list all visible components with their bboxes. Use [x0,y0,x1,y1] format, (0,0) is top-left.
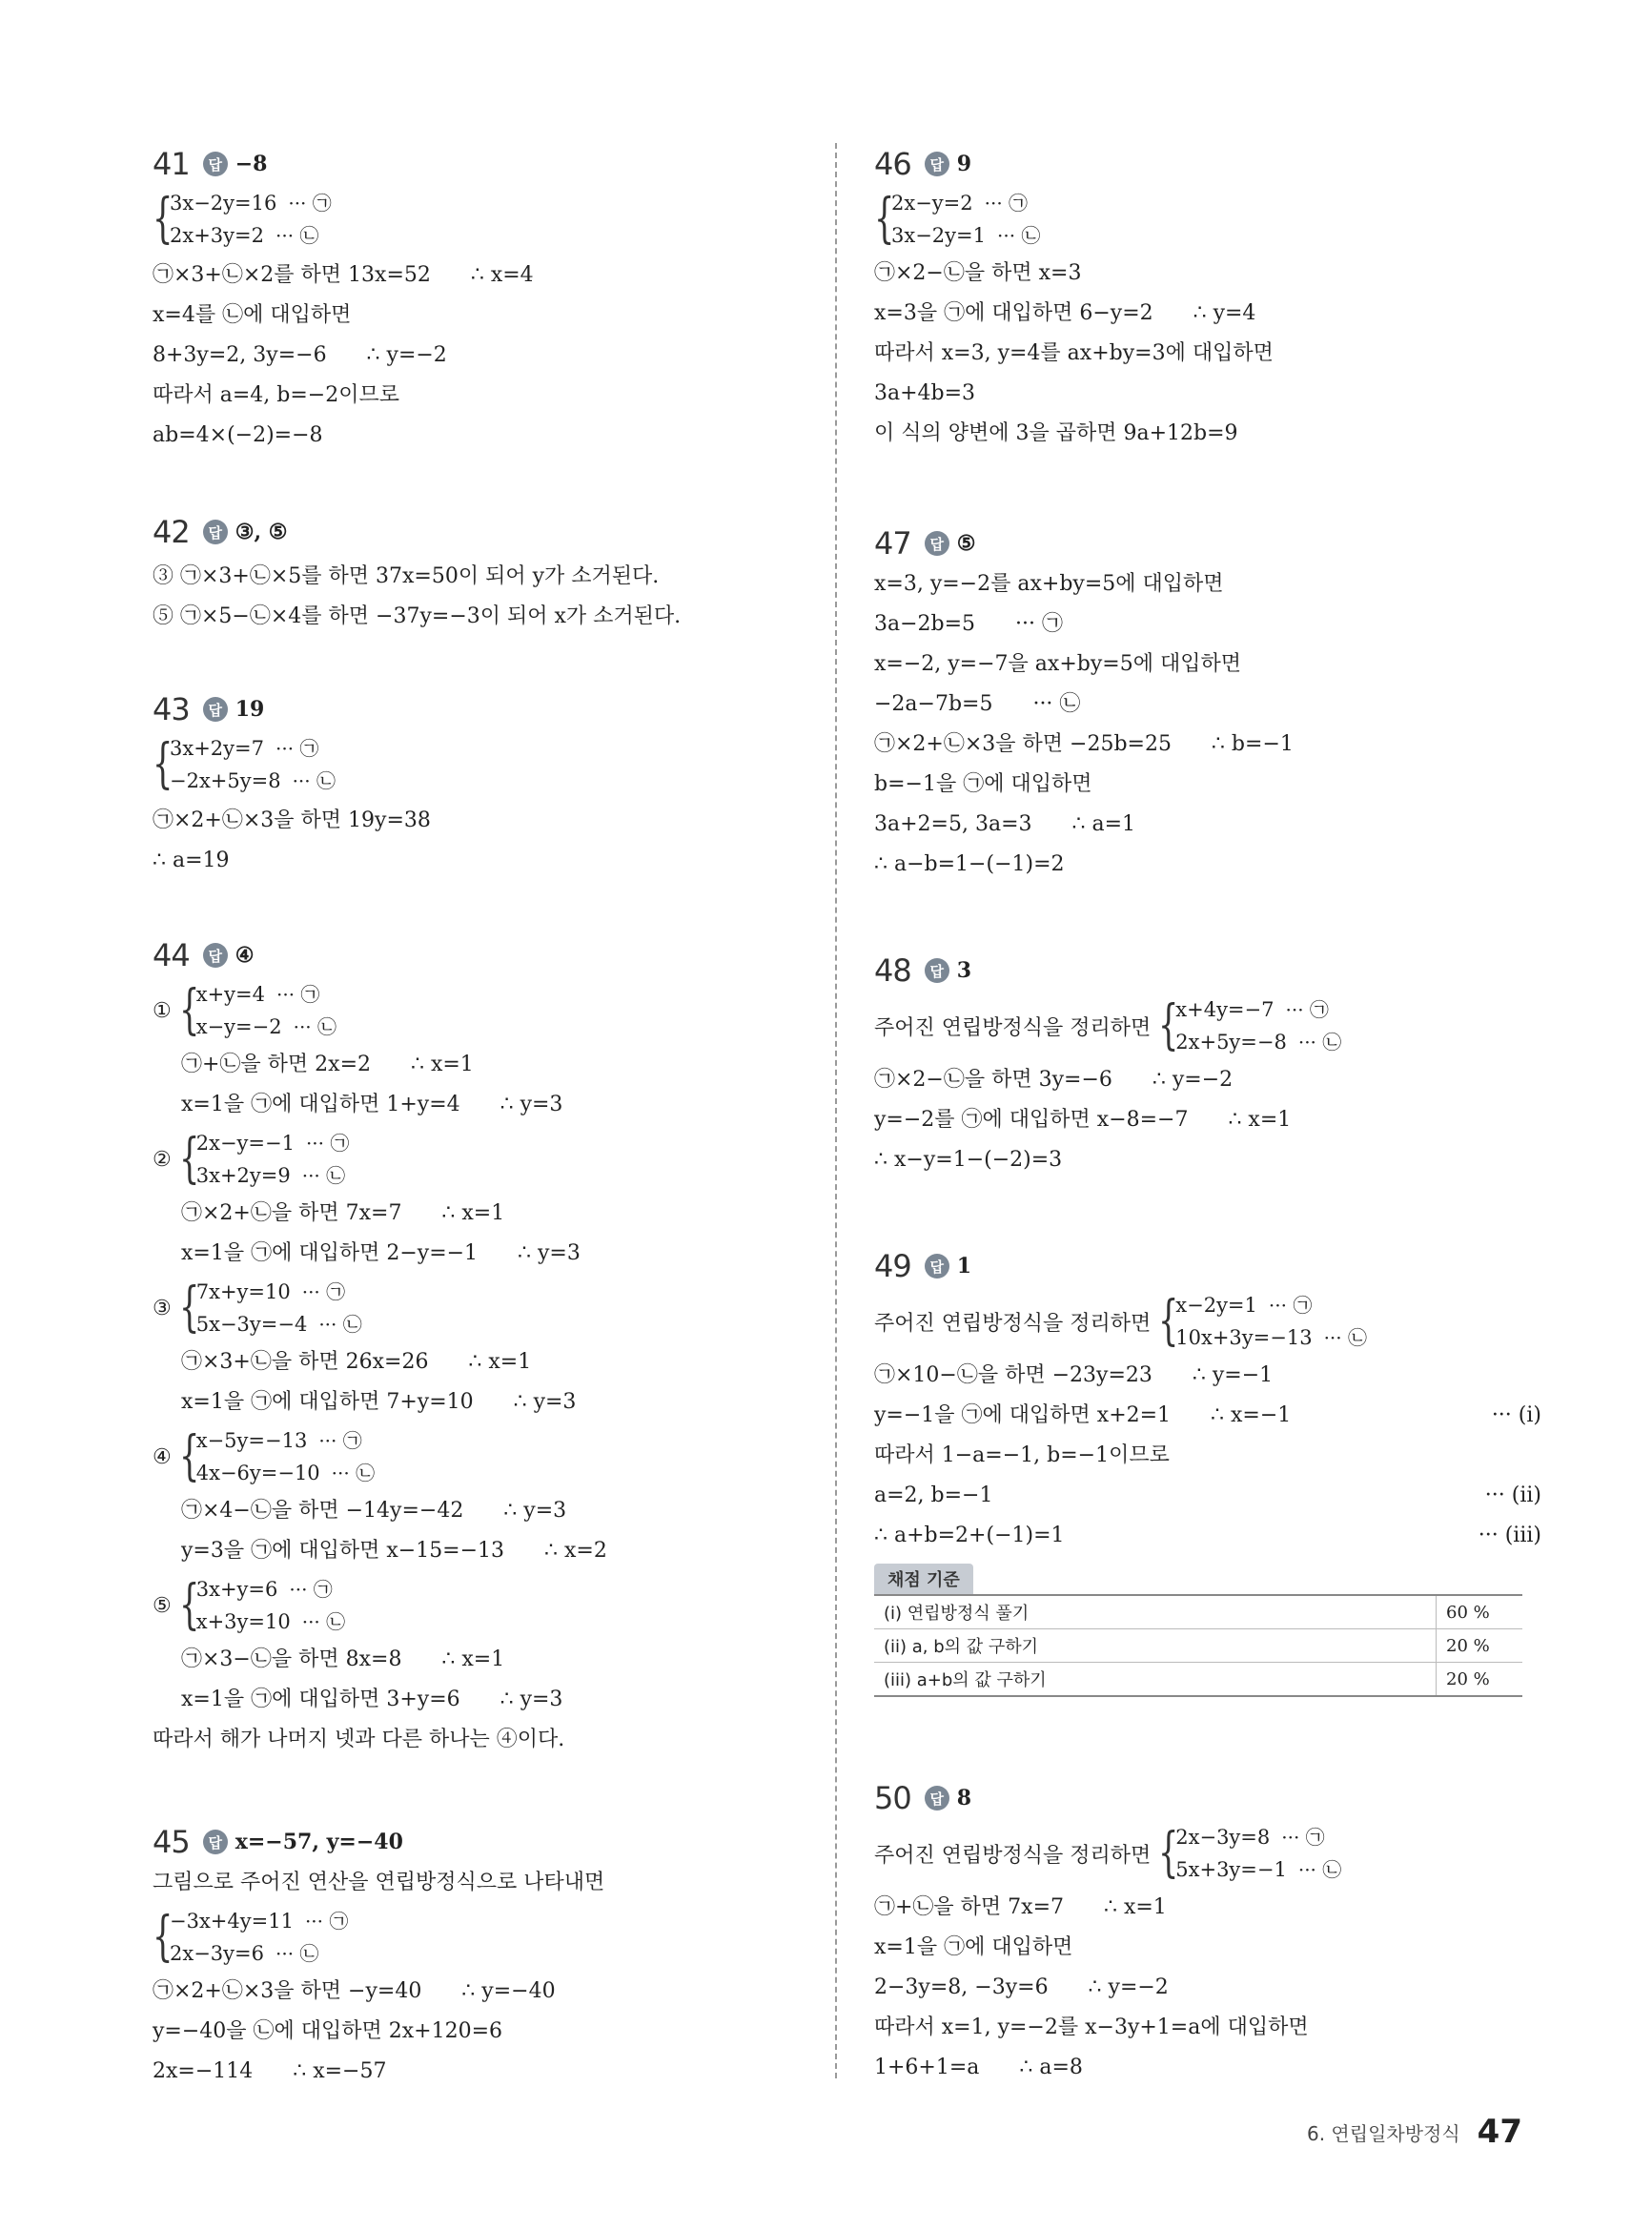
solution-line: y=3을 ㉠에 대입하면 x−15=−13 ∴ x=2 [181,1539,607,1563]
equation: 2x−y=2 [891,192,973,215]
solution-line: x=1을 ㉠에 대입하면 7+y=10 ∴ y=3 [181,1390,577,1414]
chapter-title: 6. 연립일차방정식 [1306,2121,1460,2145]
problem-header [153,143,820,185]
solution-line: x=−2, y=−7을 ax+by=5에 대입하면 [874,652,1241,676]
problem-number: 41 [153,146,190,182]
answer-badge: 답 [925,1786,949,1811]
answer-badge: 답 [203,520,228,544]
brace: { [178,1277,200,1339]
scoring-criteria [874,1564,1522,1697]
problem-number: 44 [153,937,190,973]
equation: −3x+4y=11 [170,1910,294,1933]
choice-3-system [153,1276,820,1340]
equation: x−5y=−13 [195,1429,308,1452]
answer: 19 [235,697,265,722]
equation-tag: ··· ㉡ [996,224,1041,247]
answer: 8 [956,1786,972,1811]
problem-48 [874,950,1541,1180]
solution-line: b=−1을 ㉠에 대입하면 [874,772,1092,796]
choice-mark: ① [153,998,172,1023]
equation: 3x+2y=9 [195,1164,291,1187]
choice-2-system [153,1127,820,1192]
solution-line: 2−3y=8, −3y=6 ∴ y=−2 [874,1975,1169,1999]
brace: { [1158,1290,1179,1352]
brace: { [178,1128,200,1190]
solution-line: ∴ a−b=1−(−1)=2 [874,852,1065,876]
problem-number: 43 [153,691,190,727]
equation-system [153,187,820,252]
solution-line: 3a−2b=5 ··· ㉠ [874,612,1063,636]
equation: 3x+2y=7 [170,737,264,760]
solution-line: ㉠×2+㉡×3을 하면 19y=38 [153,808,431,832]
system-prefix: 주어진 연립방정식을 정리하면 [874,1015,1152,1040]
answer: 9 [956,152,972,176]
equation-system [874,187,1541,252]
equation-tag: ··· ㉠ [289,1578,333,1601]
solution-line: 따라서 a=4, b=−2이므로 [153,383,399,407]
page-footer [1307,2113,1522,2151]
equation: 2x+3y=2 [170,224,264,247]
solution-text: y=−1을 ㉠에 대입하면 x+2=1 ∴ x=−1 [874,1403,1292,1427]
problem-49 [874,1245,1541,1697]
equation: 4x−6y=−10 [195,1462,320,1484]
solution-line: 따라서 1−a=−1, b=−1이므로 [874,1443,1170,1467]
equation: 7x+y=10 [195,1280,291,1303]
answer: ⑤ [956,531,976,556]
equation-tag: ··· ㉠ [288,192,332,215]
equation-system [874,1289,1541,1354]
equation-tag: ··· ㉠ [276,983,320,1006]
answer-badge: 답 [925,531,949,556]
choice-1-system [153,978,820,1043]
equation-tag: ··· ㉠ [1281,1826,1325,1849]
answer-badge: 답 [925,152,949,176]
solution-line: ∴ a=19 [153,849,230,872]
solution-line-marked [874,1516,1541,1556]
problem-45 [153,1821,820,2092]
equation: 10x+3y=−13 [1175,1326,1313,1349]
solution-line: ㉠×2+㉡을 하면 7x=7 ∴ x=1 [181,1201,505,1225]
solution-line: 따라서 x=1, y=−2를 x−3y+1=a에 대입하면 [874,2015,1309,2039]
brace: { [178,1425,200,1487]
equation-tag: ··· ㉡ [301,1610,346,1633]
choice-4-system [153,1424,820,1489]
problem-number: 48 [874,952,911,989]
solution-line-marked [874,1396,1541,1436]
solution-line: 2x=−114 ∴ x=−57 [153,2059,387,2083]
solution-line: 8+3y=2, 3y=−6 ∴ y=−2 [153,343,447,367]
equation-system [153,1905,820,1970]
solution-line: ㉠×2+㉡×3을 하면 −25b=25 ∴ b=−1 [874,732,1294,756]
problem-47 [874,522,1541,885]
equation: x+4y=−7 [1175,998,1275,1021]
solution-line: 이 식의 양변에 3을 곱하면 9a+12b=9 [874,421,1238,445]
problem-43 [153,688,820,881]
equation-tag: ··· ㉠ [318,1429,362,1452]
column-divider [835,143,837,2078]
criteria-label: (iii) a+b의 값 구하기 [874,1663,1437,1697]
equation: 3x+y=6 [195,1578,278,1601]
equation: 2x−3y=8 [1175,1826,1271,1849]
solution-line: x=1을 ㉠에 대입하면 [874,1935,1073,1959]
system-prefix: 주어진 연립방정식을 정리하면 [874,1843,1152,1868]
step-marker: ··· (i) [1491,1403,1541,1427]
answer: 1 [956,1254,972,1279]
criteria-percent: 60 % [1437,1595,1523,1629]
equation-system [153,732,820,797]
solution-line: ⑤ ㉠×5−㉡×4를 하면 −37y=−3이 되어 x가 소거된다. [153,604,682,628]
equation: 2x−3y=6 [170,1942,264,1965]
equation: −2x+5y=8 [170,769,281,792]
solution-line: ㉠×2−㉡을 하면 3y=−6 ∴ y=−2 [874,1068,1234,1092]
solution-line: x=3, y=−2를 ax+by=5에 대입하면 [874,572,1224,596]
equation-tag: ··· ㉡ [318,1313,362,1336]
equation: x+3y=10 [195,1610,291,1633]
equation-tag: ··· ㉠ [275,737,319,760]
equation-tag: ··· ㉡ [1323,1326,1368,1349]
answer: 3 [956,958,972,983]
problem-42 [153,511,820,637]
problem-46 [874,143,1541,454]
criteria-label: (ii) a, b의 값 구하기 [874,1629,1437,1663]
solution-line: ㉠×3−㉡을 하면 8x=8 ∴ x=1 [181,1647,505,1671]
solution-line-marked [874,1476,1541,1516]
equation-tag: ··· ㉡ [293,1015,337,1038]
brace: { [874,188,895,250]
problem-44 [153,934,820,1760]
equation-tag: ··· ㉠ [304,1910,349,1933]
answer-badge: 답 [925,1254,949,1279]
problem-number: 46 [874,146,911,182]
table-row [874,1629,1522,1663]
solution-line: −2a−7b=5 ··· ㉡ [874,692,1081,716]
equation-tag: ··· ㉠ [1268,1294,1313,1317]
solution-line: ㉠+㉡을 하면 7x=7 ∴ x=1 [874,1895,1167,1919]
problem-number: 47 [874,525,911,562]
solution-line: x=1을 ㉠에 대입하면 3+y=6 ∴ y=3 [181,1688,563,1711]
equation-tag: ··· ㉠ [301,1280,346,1303]
answer: ③, ⑤ [235,520,288,544]
equation-tag: ··· ㉡ [275,1942,319,1965]
solution-line: y=−2를 ㉠에 대입하면 x−8=−7 ∴ x=1 [874,1108,1292,1132]
answer-badge: 답 [925,958,949,983]
solution-line: ㉠×3+㉡×2를 하면 13x=52 ∴ x=4 [153,263,534,287]
brace: { [153,1906,173,1968]
solution-line: ∴ x−y=1−(−2)=3 [874,1148,1063,1172]
solution-line: ㉠×2+㉡×3을 하면 −y=40 ∴ y=−40 [153,1979,556,2003]
equation-tag: ··· ㉡ [1297,1031,1342,1054]
scoring-table [874,1594,1522,1697]
answer: x=−57, y=−40 [235,1830,403,1854]
brace: { [1158,994,1179,1056]
brace: { [178,1574,200,1636]
equation: 3x−2y=16 [170,192,277,215]
equation-tag: ··· ㉠ [984,192,1029,215]
equation: 2x+5y=−8 [1175,1031,1287,1054]
conclusion-line: 따라서 해가 나머지 넷과 다른 하나는 ④이다. [153,1728,565,1751]
solution-line: x=4를 ㉡에 대입하면 [153,303,352,327]
problem-number: 50 [874,1780,911,1816]
answer: ④ [235,943,255,968]
answer-badge: 답 [203,1830,228,1854]
step-marker: ··· (ii) [1484,1483,1541,1507]
answer: −8 [235,152,268,176]
problem-number: 45 [153,1824,190,1860]
choice-mark: ③ [153,1296,172,1320]
answer-badge: 답 [203,152,228,176]
brace: { [153,188,173,250]
solution-line: 따라서 x=3, y=4를 ax+by=3에 대입하면 [874,341,1274,365]
solution-text: ∴ a+b=2+(−1)=1 [874,1524,1065,1547]
choice-mark: ⑤ [153,1593,172,1618]
answer-badge: 답 [203,697,228,722]
problem-number: 49 [874,1248,911,1284]
intro-line: 그림으로 주어진 연산을 연립방정식으로 나타내면 [153,1871,605,1894]
equation: 3x−2y=1 [891,224,986,247]
equation: 5x+3y=−1 [1175,1858,1287,1881]
problem-41 [153,143,820,456]
equation-tag: ··· ㉡ [301,1164,346,1187]
equation-system [874,993,1541,1058]
equation-system [874,1821,1541,1886]
solution-line: ab=4×(−2)=−8 [153,423,323,447]
choice-mark: ④ [153,1444,172,1469]
solution-line: x=1을 ㉠에 대입하면 1+y=4 ∴ y=3 [181,1093,563,1116]
solution-line: 1+6+1=a ∴ a=8 [874,2056,1083,2079]
solution-line: ㉠×10−㉡을 하면 −23y=23 ∴ y=−1 [874,1363,1274,1387]
solution-text: a=2, b=−1 [874,1483,993,1507]
table-row [874,1663,1522,1697]
choice-mark: ② [153,1147,172,1172]
solution-line: 3a+4b=3 [874,381,976,405]
solution-line: ③ ㉠×3+㉡×5를 하면 37x=50이 되어 y가 소거된다. [153,564,660,588]
choice-5-system [153,1573,820,1638]
criteria-label: (i) 연립방정식 풀기 [874,1595,1437,1629]
equation: 5x−3y=−4 [195,1313,308,1336]
equation-tag: ··· ㉡ [292,769,337,792]
page-number: 47 [1477,2113,1522,2151]
solution-line: ㉠×4−㉡을 하면 −14y=−42 ∴ y=3 [181,1499,567,1523]
problem-50 [874,1777,1541,2088]
problem-number: 42 [153,514,190,550]
equation: x−2y=1 [1175,1294,1257,1317]
equation-tag: ··· ㉠ [1285,998,1329,1021]
equation: x+y=4 [195,983,265,1006]
equation: x−y=−2 [195,1015,282,1038]
brace: { [153,733,173,795]
solution-line: ㉠×3+㉡을 하면 26x=26 ∴ x=1 [181,1350,532,1374]
answer-badge: 답 [203,943,228,968]
criteria-percent: 20 % [1437,1629,1523,1663]
brace: { [178,979,200,1041]
solution-line: x=1을 ㉠에 대입하면 2−y=−1 ∴ y=3 [181,1241,581,1265]
step-marker: ··· (iii) [1478,1524,1541,1547]
solution-line: 3a+2=5, 3a=3 ∴ a=1 [874,812,1136,836]
criteria-percent: 20 % [1437,1663,1523,1697]
solution-line: ㉠×2−㉡을 하면 x=3 [874,261,1082,285]
equation-tag: ··· ㉡ [331,1462,376,1484]
solution-line: x=3을 ㉠에 대입하면 6−y=2 ∴ y=4 [874,301,1256,325]
equation-tag: ··· ㉡ [1297,1858,1342,1881]
equation-tag: ··· ㉡ [275,224,319,247]
table-row [874,1595,1522,1629]
solution-line: ㉠+㉡을 하면 2x=2 ∴ x=1 [181,1053,474,1076]
solution-line: y=−40을 ㉡에 대입하면 2x+120=6 [153,2019,503,2043]
equation-tag: ··· ㉠ [305,1132,350,1155]
equation: 2x−y=−1 [195,1132,295,1155]
scoring-title: 채점 기준 [874,1564,973,1594]
brace: { [1158,1822,1179,1884]
system-prefix: 주어진 연립방정식을 정리하면 [874,1311,1152,1336]
